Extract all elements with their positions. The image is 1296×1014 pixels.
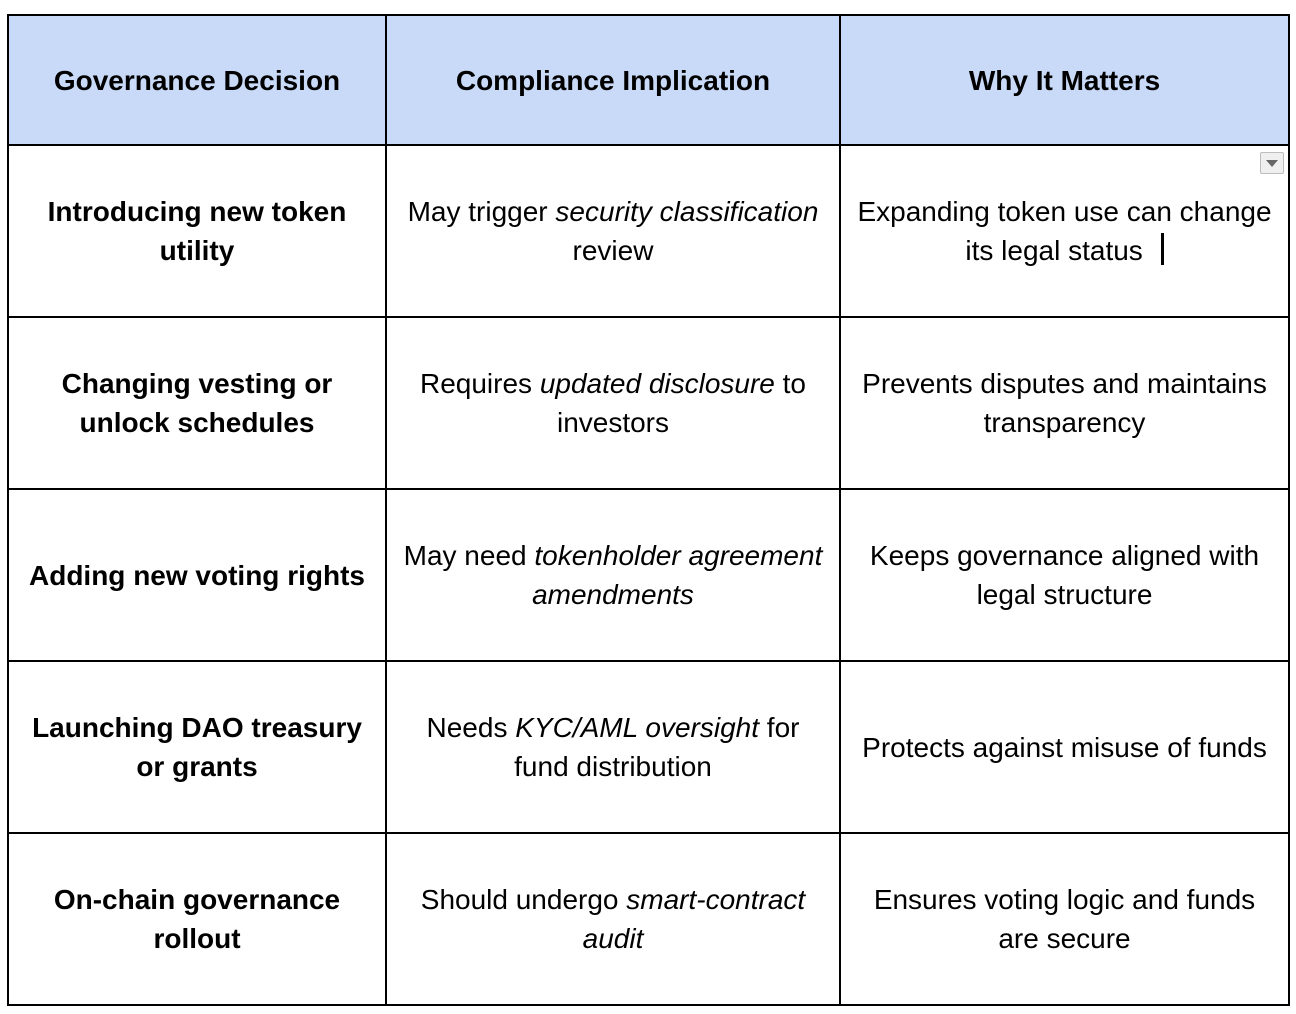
implication-text: Requires [419, 368, 540, 399]
implication-emphasis: tokenholder agreement amendments [532, 540, 823, 610]
implication-cell[interactable] [386, 145, 840, 317]
governance-compliance-table [7, 14, 1290, 1006]
why-cell[interactable]: Ensures voting logic and funds are secure [840, 833, 1289, 1005]
why-cell[interactable] [840, 145, 1289, 317]
decision-cell[interactable]: Adding new voting rights [8, 489, 386, 661]
implication-emphasis: security classification [555, 196, 819, 227]
implication-cell[interactable] [386, 489, 840, 661]
chevron-down-icon [1266, 160, 1278, 167]
why-cell[interactable]: Prevents disputes and maintains transparency [840, 317, 1289, 489]
implication-emphasis: updated disclosure [539, 368, 775, 399]
why-cell-text: Expanding token use can change its legal status [857, 196, 1272, 266]
implication-emphasis: smart-contract audit [582, 884, 806, 954]
header-governance-decision[interactable]: Governance Decision [8, 15, 386, 145]
table-row [8, 833, 1289, 1005]
header-why-it-matters[interactable]: Why It Matters [840, 15, 1289, 145]
implication-cell[interactable] [386, 661, 840, 833]
decision-cell[interactable]: Launching DAO treasury or grants [8, 661, 386, 833]
implication-cell[interactable] [386, 317, 840, 489]
table-row [8, 145, 1289, 317]
header-row [8, 15, 1289, 145]
implication-text: Should undergo [420, 884, 627, 915]
cell-dropdown-button[interactable] [1260, 152, 1284, 174]
decision-cell[interactable]: On-chain governance rollout [8, 833, 386, 1005]
implication-text: review [572, 235, 654, 266]
implication-emphasis: KYC/AML oversight [515, 712, 760, 743]
table-row [8, 317, 1289, 489]
decision-cell[interactable]: Changing vesting or unlock schedules [8, 317, 386, 489]
decision-cell[interactable]: Introducing new token utility [8, 145, 386, 317]
why-cell[interactable]: Protects against misuse of funds [840, 661, 1289, 833]
implication-text: May need [403, 540, 535, 571]
implication-text: May trigger [407, 196, 556, 227]
text-cursor [1161, 233, 1164, 265]
header-compliance-implication[interactable]: Compliance Implication [386, 15, 840, 145]
why-cell[interactable]: Keeps governance aligned with legal structure [840, 489, 1289, 661]
table-row [8, 661, 1289, 833]
implication-text: for fund distribution [514, 712, 800, 782]
implication-text: to investors [556, 368, 807, 438]
table-row [8, 489, 1289, 661]
implication-cell[interactable] [386, 833, 840, 1005]
implication-text: Needs [426, 712, 516, 743]
